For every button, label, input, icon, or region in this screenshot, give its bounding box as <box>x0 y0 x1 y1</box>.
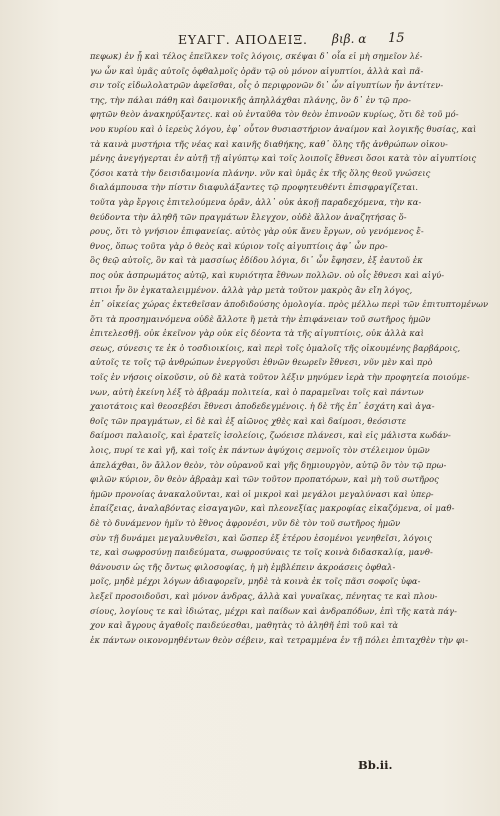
text-line: νου κυρίου καὶ ὁ ἱερεὺς λόγου, ἐφ᾽ οὗτον θυσιαστήριον ἀναίμον καὶ λογικῆς θυσίας, καὶ <box>90 123 477 134</box>
signature-mark: Bb.ii. <box>358 758 393 772</box>
text-line: τε, καὶ σωφροσύνῃ παιδεύματα, σωφροσύναις τε τοῖς κοινὰ διδασκαλίᾳ, μανθ- <box>90 547 433 558</box>
text-line: δαίμοσι παλαιοῖς, καὶ ἐρατεῖς ἰσολείοις, ζωόεισε πλάνεσι, καὶ εἰς μάλιστα κωδάν- <box>90 430 451 441</box>
text-line: λεξεῖ προσοιδοῦσι, καὶ μόνον ἀνδρας, ἀλλὰ καὶ γυναῖκας, πένητας τε καὶ πλου- <box>90 590 438 601</box>
body-text <box>90 49 489 647</box>
text-line: της, τὴν πάλαι πάθη καὶ δαιμονικῆς ἀπηλλάχθαι πλάνης, ὃν δ᾽ ἐν τῷ προ- <box>90 94 411 105</box>
text-line: τοῖς ἐν νήσοις οἰκοῦσιν, οὐ δὲ κατὰ τοῦτον λέξιν μηνύμεν ἱερὰ τὴν προφητεία ποιούμε- <box>90 372 470 383</box>
text-line: θεύδοντα τὴν ἀληθῆ τῶν πραγμάτων ἔλεγχον, οὐδὲ ἄλλον ἀναζητήσας ὅ- <box>90 211 407 222</box>
text-line: τὰ καινὰ μυστήρια τῆς νέας καὶ καινῆς διαθήκης, καθ᾽ ὅλης τῆς ἀνθρώπων οἰκου- <box>90 138 448 149</box>
text-line: πος οὐκ ἀσπρωμάτος αὐτῷ, καὶ κυριότητα ἔθνων πολλῶν. οὐ οἷς ἔθνεσι καὶ αἰγύ- <box>90 269 445 280</box>
text-line: θοῖς τῶν πραγμάτων, εἰ δὲ καὶ ἐξ αἰῶνος χθὲς καὶ καὶ δαίμοσι, θεόσιστε <box>90 415 407 426</box>
text-line: ζόσοι κατὰ τὴν δεισιδαιμονία πλάνην. νῦν καὶ ὑμᾶς ἐκ τῆς ὅλης θεοῦ γνώσεις <box>90 167 431 178</box>
text-line: μοῖς, μηδὲ μέχρι λόγων ἀδιαφορεῖν, μηδὲ τὰ κοινὰ ἐκ τοῖς πᾶσι σοφοῖς ὑφα- <box>90 576 421 587</box>
text-line: ἡμῶν προνοίας ἀνακαλοῦνται, καὶ οἱ μικροὶ καὶ μεγάλοι μεγαλύνασι καὶ ὑπερ- <box>90 488 434 499</box>
text-line: ἐπ᾽ οἰκείας χώρας ἐκτεθεῖσαν ἀποδιδούσης ὁμολογία. πρὸς μέλλω περὶ τῶν ἐπιτυπτομένων <box>90 299 489 310</box>
text-line: θνος, ὅπως τοῦτα γὰρ ὁ θεὸς καὶ κύριον τοῖς αἰγυπτίοις ἀφ᾽ ὧν προ- <box>90 240 388 251</box>
text-line: φητῶν θεὸν ἀνακηρύξαντες. καὶ οὐ ἐνταῦθα τὸν θεὸν ἐπινοῶν κυρίως, ὅτι δὲ τοῦ μό- <box>90 109 459 120</box>
text-line: αὐτοῖς τε τοῖς τῷ ἀνθρώπων ἐνεργοῦσι ἐθνῶν θεωρεῖν ἔθνεσι, νῦν μὲν καὶ πρὸ <box>90 357 433 368</box>
text-line: μένης ἀνεγήγερται ἐν αὐτῇ τῇ αἰγύπτῳ καὶ τοῖς λοιποῖς ἔθνεσι ὅσοι κατὰ τὸν αἰγυπτίοις <box>90 153 477 164</box>
text-line: χαιοτάτοις καὶ θεοσεβέσι ἔθνεσι ἀποδεδεγμένοις. ἡ δὲ τῆς ἐπ᾽ ἐσχάτη καὶ ἀγα- <box>90 401 435 412</box>
running-title: ΕΥΑΓΓ. ΑΠΟΔΕΙΞ. <box>178 32 308 47</box>
text-line: ἐπαίζειας, ἀναλαβόντας εἰσαγαγῶν, καὶ πλεονεξίας μακροφίας εἰκαζόμενα, οἱ μαθ- <box>90 503 455 514</box>
text-line: ὃς θεῷ αὐτοῖς, ὃν καὶ τὰ μασσίως ἐδίδου λόγια, δι᾽ ὧν ἔφησεν, ἐξ ἑαυτοῦ ἐκ <box>90 255 423 266</box>
text-line: ἀπελάχθαι, ὃν ἄλλον θεὸν, τὸν οὐρανοῦ καὶ γῆς δημιουργὸν, αὐτῷ ὃν τὸν τῷ πρω- <box>90 459 447 470</box>
text-line: ρους, ὅτι τὸ γνήσιον ἐπιφανείας. αὐτὸς γὰρ οὐκ ἄνευ ἔργων, οὐ γενόμενος ἔ- <box>90 226 424 237</box>
text-line: χον καὶ ἄγρους ἀγαθοῖς παιδεύεσθαι, μαθητὰς τὸ ἀληθῆ ἐπὶ τοῦ καὶ τὰ <box>90 620 399 631</box>
text-line: δὲ τὸ δυνάμενον ἡμῖν τὸ ἔθνος ἀφρονέσι, νῦν δὲ τὸν τοῦ σωτῆρος ἡμῶν <box>90 518 401 528</box>
text-line: σίους, λογίους τε καὶ ἰδιώτας, μέχρι καὶ παίδων καὶ ἀνδραπόδων, ἐπὶ τῆς κατὰ πάγ- <box>90 605 458 616</box>
text-line: ἐκ πάντων οικονομηθέντων θεὸν σέβειν, καὶ τετραμμένα ἐν τῇ πόλει ἐπιταχθὲν τὴν φι- <box>90 634 469 645</box>
text-line: γω ὧν καὶ ὑμᾶς αὐτοῖς ὀφθαλμοῖς ὁρᾶν τῷ οὐ μόνον αἰγυπτίοι, ἀλλὰ καὶ πᾶ- <box>90 65 424 76</box>
page-number: 15 <box>388 31 405 46</box>
text-line: τοῦτα γὰρ ἔργοις ἐπιτελούμενα ὁρᾶν, ἀλλ᾽ οὐκ ἀκοῇ παραδεχόμενα, τὴν κα- <box>90 196 422 207</box>
text-line: σὺν τῇ δυνάμει μεγαλυνθεῖσι, καὶ ὥσπερ ἐξ ἑτέρου ἐσομένοι γενηθεῖσι, λόγοις <box>90 532 432 543</box>
text-line: φιλῶν κύριον, ὃν θεὸν ἀβραὰμ καὶ τῶν τοῦτον προπατόρων, καὶ μὴ τοῦ σωτῆρος <box>90 474 439 485</box>
text-line: πτιοι ἦν ὃν ἐγκαταλειμμένον. ἀλλὰ γὰρ μετὰ τοῦτον μακρὸς ἂν εἴη λόγος, <box>90 284 413 295</box>
book-reference: βιβ. α <box>332 32 367 46</box>
text-line: ἐπιτελεσθῇ. οὐκ ἐκεῖνον γὰρ οὐκ εἰς δέοντα τὰ τῆς αἰγυπτίοις, οὐκ ἀλλὰ καὶ <box>90 328 424 339</box>
text-line: νων, αὐτὴ ἐκείνη λέξ τὸ ἀβραάμ πολιτεία, καὶ ὁ παραμεῖναι τοῖς καὶ πάντων <box>90 386 424 397</box>
text-line: λοις, πυρί τε καὶ γῆ, καὶ τοῖς ἐκ πάντων ἀψύχοις σεμνοῖς τὸν στέλειμον ὑμῶν <box>90 445 430 456</box>
text-line: πεφωκ) ἐν ᾗ καὶ τέλος ἐπεῖλκεν τοῖς λόγοις, σκέψαι δ᾽ οἷα εἰ μὴ σημεῖον λέ- <box>90 51 423 61</box>
text-line: σεως, σύνεσις τε ἐκ ὁ τοσδιοικίοις, καὶ περὶ τοῖς ὁμαλοῖς τῆς οἰκουμένης βαρβάροις, <box>90 342 461 353</box>
text-line: θάνουσιν ὡς τῆς ὄντως φιλοσοφίας, ἡ μὴ ἐμβλέπειν ἀκροάσεις ὀφθαλ- <box>90 561 396 572</box>
text-line: ὅτι τὰ προσημαινόμενα οὐδὲ ἄλλοτε ἢ μετὰ τὴν ἐπιφάνειαν τοῦ σωτῆρος ἡμῶν <box>90 313 431 324</box>
text-line: διαλάμπουσα τὴν πίστιν διαφυλάξαντες τῷ προφητευθέντι ἐπισφραγίζεται. <box>90 182 419 193</box>
text-line: σιν τοῖς εἰδωλολατρῶν ἀφεῖσθαι, οἷς ὁ περιφρονῶν δι᾽ ὧν αἰγυπτίων ἦν ἀντίτεν- <box>90 80 444 91</box>
